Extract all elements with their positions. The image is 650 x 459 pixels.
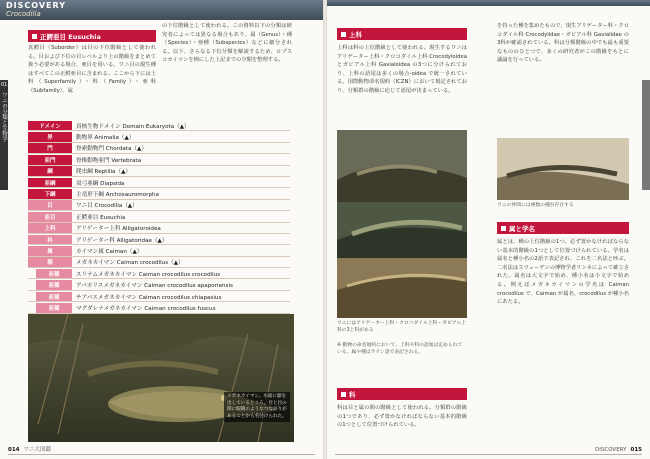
- side-tab-right: [642, 80, 650, 190]
- taxonomy-row: [28, 268, 290, 279]
- heading-square-icon: [32, 34, 37, 39]
- taxonomy-rank: 属: [28, 246, 72, 256]
- chapter-side-tab: [0, 80, 8, 190]
- heading-square-icon: [341, 392, 346, 397]
- taxonomy-name: 脊椎動物亜門 Vertebrata: [76, 157, 142, 164]
- page-number-right: 015: [630, 447, 642, 453]
- header-subject: Crocodilia: [6, 10, 41, 18]
- taxonomy-rank: 亜綱: [28, 178, 72, 188]
- page-number-left: 014: [8, 447, 20, 453]
- taxonomy-rank: 亜門: [28, 155, 72, 165]
- taxonomy-row: [28, 279, 290, 290]
- taxonomy-table: [28, 120, 290, 314]
- taxonomy-name: チアパスメガネカイマン Caiman crocodilus chiapasius: [76, 294, 222, 301]
- taxonomy-rank: 綱: [28, 166, 72, 176]
- intro-paragraph: 真鰐目（Suborder）は目の下位階級として使われる。目および下位の目レベルより上の階級をまとめて扱う必要がある場合、亜目を用いる。ワニ目の現生種はすべてこの正鰐亜目に含まれる。ここから下には上科（Superfamily）・科（Family）・亜科（Subfamily）、属: [28, 45, 156, 94]
- genus-paragraph: 属とは、種の上位階級の1つ。必ず置かなければならない基本的階級の1つとして位置づけられている。学名は属名と種小名の2語で表記され、これを二名法と呼ぶ。二名法はスウェーデンの博物学者リンネによって確立された。属名は大文字で始め、種小名は小文字で始める。例えばメガネカイマンの学名は Caiman crocodilus で、Caiman が属名、crocodilus が種小名にあたる。: [497, 239, 629, 306]
- taxonomy-row: [28, 177, 290, 188]
- taxonomy-row: [28, 154, 290, 165]
- section-heading-text: 上科: [349, 31, 362, 39]
- taxonomy-name: アリゲーター科 Alligatoridae（▲）: [76, 237, 168, 244]
- section-heading-eusuchia: [28, 30, 156, 42]
- superfamily-paragraph: 上科は科の上位階級として使われる。現生するワニはアリゲーター上科・クロコダイル上科 Crocodyloidea とガビアル上科 Gavialoidea の3つに分けられており、上科の語尾は多くの場合-oidea で統一されている。国際動物命名規約（ICZN）において規定されており、分類群の階級に応じて語尾が決まっている。: [337, 45, 467, 94]
- taxonomy-row: [28, 234, 290, 245]
- taxonomy-name: 双弓亜綱 Diapsida: [76, 180, 125, 187]
- photo2-caption: ワニの仲間には複数の種が存在する: [497, 203, 574, 208]
- taxonomy-row: [28, 291, 290, 302]
- taxonomy-row: [28, 223, 290, 234]
- crocodile-photos: [337, 130, 467, 318]
- taxonomy-rank: ドメイン: [28, 121, 72, 131]
- notes: ※ 動物の命名規約において、上科や科の語尾は定められている。属や種はラテン語で表記される。: [337, 343, 463, 355]
- section-heading-text: 属と学名: [509, 225, 535, 233]
- taxonomy-name: カイマン属 Caiman（▲）: [76, 248, 143, 255]
- taxonomy-rank: 科: [28, 235, 72, 245]
- photo-caption: メガネカイマン。水面に顔を出しているところ。目と目の間に眼鏡のようなつながりがあることから名付けられた。: [224, 392, 290, 422]
- section-heading-genus: [497, 222, 629, 234]
- taxonomy-row: [28, 188, 290, 199]
- taxonomy-row: [28, 120, 290, 131]
- footer-rule: [8, 454, 315, 455]
- page-header: [0, 0, 323, 20]
- taxonomy-rank: 目: [28, 200, 72, 210]
- taxonomy-name: アリゲーター上科 Alligatoroidea: [76, 226, 161, 233]
- taxonomy-name: 脊索動物門 Chordata（▲）: [76, 146, 147, 153]
- left-footer: [8, 445, 51, 453]
- taxonomy-row: [28, 143, 290, 154]
- footer-title-left: ワニ大図鑑: [23, 447, 51, 453]
- taxonomy-row: [28, 245, 290, 256]
- taxonomy-name: 爬虫綱 Reptilia（▲）: [76, 169, 131, 176]
- taxonomy-rank: 亜種: [36, 269, 72, 279]
- right-page: [327, 0, 650, 459]
- taxonomy-rank: 種: [28, 257, 72, 267]
- taxonomy-rank: 亜種: [36, 303, 72, 313]
- taxonomy-name: 動物界 Animalia（▲）: [76, 135, 135, 142]
- taxonomy-row: [28, 302, 290, 313]
- taxonomy-rank: 亜目: [28, 212, 72, 222]
- taxonomy-rank: 門: [28, 143, 72, 153]
- caiman-photo: [28, 314, 294, 442]
- taxonomy-name: 真核生物ドメイン Domain Eukaryota（▲）: [76, 123, 190, 130]
- family-paragraph: 科は目と属の間の階級として使われる。分類群の階級の1つであり、必ず置かなければならない基本的階級の1つとして位置づけられている。: [337, 405, 467, 429]
- section-heading-family: [337, 388, 467, 400]
- crocodile-photo-2: [497, 138, 629, 200]
- taxonomy-rank: 下綱: [28, 189, 72, 199]
- left-page: [0, 0, 323, 459]
- footer-title-right: DISCOVERY: [595, 447, 627, 453]
- taxonomy-row: [28, 166, 290, 177]
- taxonomy-name: マグダレナメガネカイマン Caiman crocodilus fuscus: [76, 305, 216, 312]
- chapter-label: ワニの分類と生物学: [1, 92, 7, 142]
- caiman-photo-image: [28, 314, 294, 442]
- family-paragraph-continued: を持った種を集めたもので、現生アリゲーター科・クロコダイル科 Crocodylidae・ガビアル科 Gavialidae の3科が確認されている。科は分類階級の中でも最も重要なもののひとつで、多くの研究者がこの階級をもとに議論を行っている。: [497, 23, 629, 64]
- section-heading-superfamily: [337, 28, 467, 40]
- taxonomy-name: スリナムメガネカイマン Caiman crocodilus crocodilus: [76, 271, 221, 278]
- section-heading-text: 正鰐亜目 Eusuchia: [40, 33, 101, 41]
- taxonomy-name: メガネカイマン Caiman crocodilus（▲）: [76, 260, 184, 267]
- taxonomy-name: ワニ目 Crocodilia（▲）: [76, 203, 138, 210]
- taxonomy-row: [28, 131, 290, 142]
- footer-rule: [335, 454, 642, 455]
- taxonomy-rank: 亜種: [36, 292, 72, 302]
- taxonomy-rank: 界: [28, 132, 72, 142]
- taxonomy-row: [28, 257, 290, 268]
- page-header-right: [327, 0, 650, 6]
- taxonomy-rank: 亜種: [36, 280, 72, 290]
- taxonomy-name: アパポリスメガネカイマン Caiman crocodilus apaporiensis: [76, 283, 233, 290]
- heading-square-icon: [501, 226, 506, 231]
- taxonomy-rank: 上科: [28, 223, 72, 233]
- taxonomy-name: 正鰐亜目 Eusuchia: [76, 214, 126, 221]
- taxonomy-name: 主竜形下綱 Archosauromorpha: [76, 192, 159, 199]
- intro-paragraph-2: の下位階級として使われる。この資料以下の分類は研究者によっては異なる場合もあり、属（Genus）・種（Species）・亜種（Subspecies）などに細分される。以下、さらなる下位分類を解説するため、ロプスコカイマンを例にした上記までの分類を整理する。: [162, 23, 292, 64]
- right-footer: [595, 447, 642, 453]
- heading-square-icon: [341, 32, 346, 37]
- chapter-number: 01: [1, 82, 8, 88]
- photo1-caption: ワニにはアリゲーター上科・クロコダイル上科・ガビアル上科の3上科がある: [337, 321, 466, 333]
- taxonomy-row: [28, 200, 290, 211]
- section-heading-text: 科: [349, 391, 356, 399]
- taxonomy-row: [28, 211, 290, 222]
- crocodile-photos-image: [337, 130, 467, 318]
- header-section: DISCOVERY: [6, 1, 67, 10]
- crocodile-photo-2-image: [497, 138, 629, 200]
